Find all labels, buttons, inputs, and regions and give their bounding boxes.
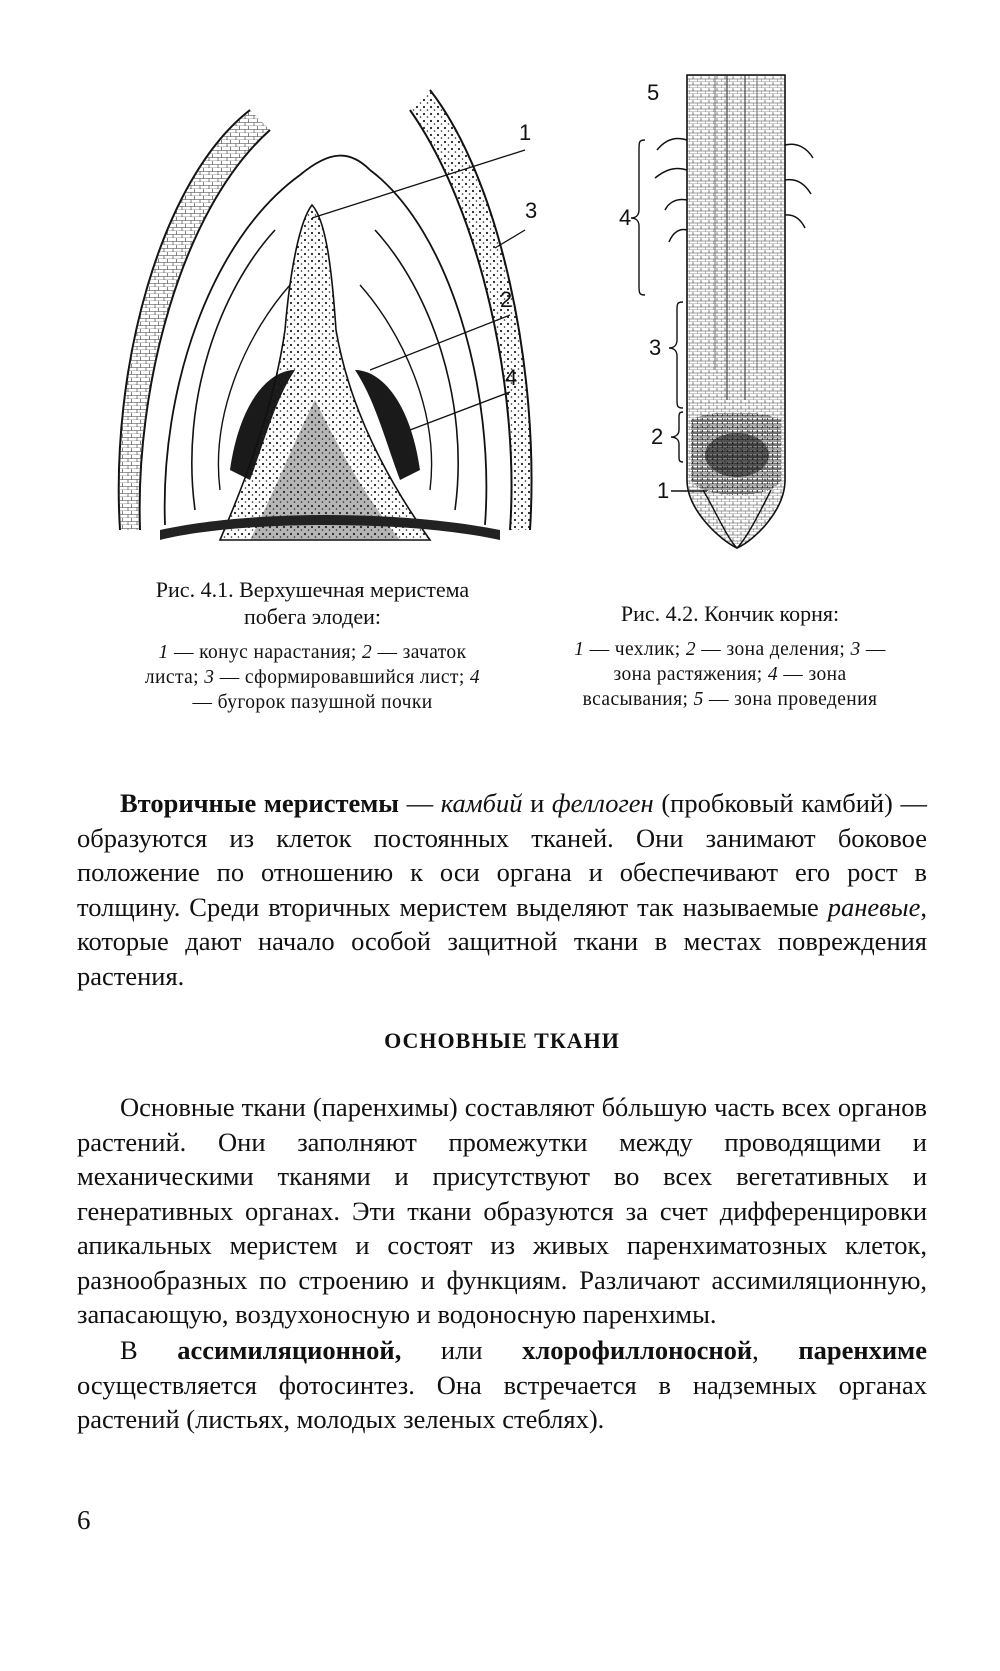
legend-number: 3 <box>850 639 861 660</box>
section-heading: ОСНОВНЫЕ ТКАНИ <box>384 1028 620 1053</box>
figure-shoot-meristem-illustration <box>100 70 550 580</box>
legend-text: — зачаток листа; <box>144 642 467 688</box>
fig2-label-4: 4 <box>619 205 632 230</box>
legend-number: 1 <box>158 642 169 663</box>
figure2-title: Рис. 4.2. Кончик корня: <box>620 601 840 626</box>
text-run: — <box>398 788 441 818</box>
figure1-caption <box>140 576 485 715</box>
legend-text: — зона всасывания; <box>582 664 847 710</box>
term-cambium: камбий <box>440 788 523 818</box>
figure2-legend <box>560 637 900 712</box>
term-phellogen: феллоген <box>551 788 654 818</box>
legend-text: — зона растяжения; <box>613 639 886 685</box>
legend-number: 4 <box>767 664 779 685</box>
page-number: 6 <box>77 1505 91 1535</box>
legend-text: — чехлик; <box>584 639 686 660</box>
fig1-label-1: 1 <box>519 120 532 145</box>
figure1-title: Рис. 4.1. Верхушечная меристема побега элодеи: <box>155 577 470 629</box>
legend-number: 5 <box>693 689 704 710</box>
legend-number: 2 <box>362 642 373 663</box>
term-wound: раневые <box>827 891 921 922</box>
paragraph-assimilation-parenchyma <box>77 1333 927 1437</box>
text-run: осуществляется фотосинтез. Она встречается в надземных органах растений (листьях, молодых зеленых стеблях). <box>77 1369 927 1434</box>
fig2-label-5: 5 <box>647 80 660 105</box>
legend-text: — бугорок пазушной почки <box>192 692 433 713</box>
fig2-label-2: 2 <box>651 424 664 449</box>
term-parenchyma: паренхиме <box>798 1335 927 1365</box>
text-run: , которые дают начало особой защитной ткани в местах повреждения растения. <box>77 891 927 991</box>
fig2-label-3: 3 <box>649 335 662 360</box>
paragraph-ground-tissues <box>77 1090 927 1332</box>
text-run: или <box>401 1335 523 1365</box>
legend-number: 1 <box>574 639 585 660</box>
legend-text: — сформировавшийся лист; <box>214 667 470 688</box>
paragraph-secondary-meristems <box>77 786 927 993</box>
figure-root-tip-illustration <box>619 70 840 560</box>
legend-number: 4 <box>469 667 481 688</box>
text-run: В <box>120 1335 178 1365</box>
fig2-label-1: 1 <box>657 478 670 503</box>
legend-text: — зона деления; <box>696 639 851 660</box>
figure2-caption <box>560 600 900 712</box>
term-secondary-meristems: Вторичные меристемы <box>120 788 399 818</box>
text-run: и <box>522 788 552 818</box>
text-run: (пробковый камбий) — образуются из клеток постоянных тканей. Они занимают боковое положение по отношению к оси органа и обеспечивают его рост в толщину. Среди вторичных меристем выделяют так называемые <box>77 788 927 922</box>
fig1-label-4: 4 <box>505 365 518 390</box>
legend-text: — конус нарастания; <box>168 642 363 663</box>
paragraph-text: Основные ткани (паренхимы) составляют бóльшую часть всех органов растений. Они заполняют промежутки между проводящими и механическими тканями и присутствуют во всех вегетативных и генеративных органах. Эти ткани образуются за счет дифференцировки апикальных меристем и состоят из живых паренхиматозных клеток, разнообразных по строению и функциям. Различают ассимиляционную, запасающую, воздухоносную и водоносную паренхимы. <box>77 1092 927 1329</box>
term-assimilation: ассимиляционной, <box>177 1335 402 1365</box>
figure1-legend <box>140 640 485 715</box>
term-chlorophyll: хлорофиллоносной <box>522 1335 753 1365</box>
fig1-label-3: 3 <box>525 198 538 223</box>
legend-text: — зона проведения <box>703 689 878 710</box>
fig1-label-2: 2 <box>500 287 513 312</box>
text-run: , <box>752 1335 799 1365</box>
legend-number: 3 <box>204 667 215 688</box>
legend-number: 2 <box>685 639 697 660</box>
